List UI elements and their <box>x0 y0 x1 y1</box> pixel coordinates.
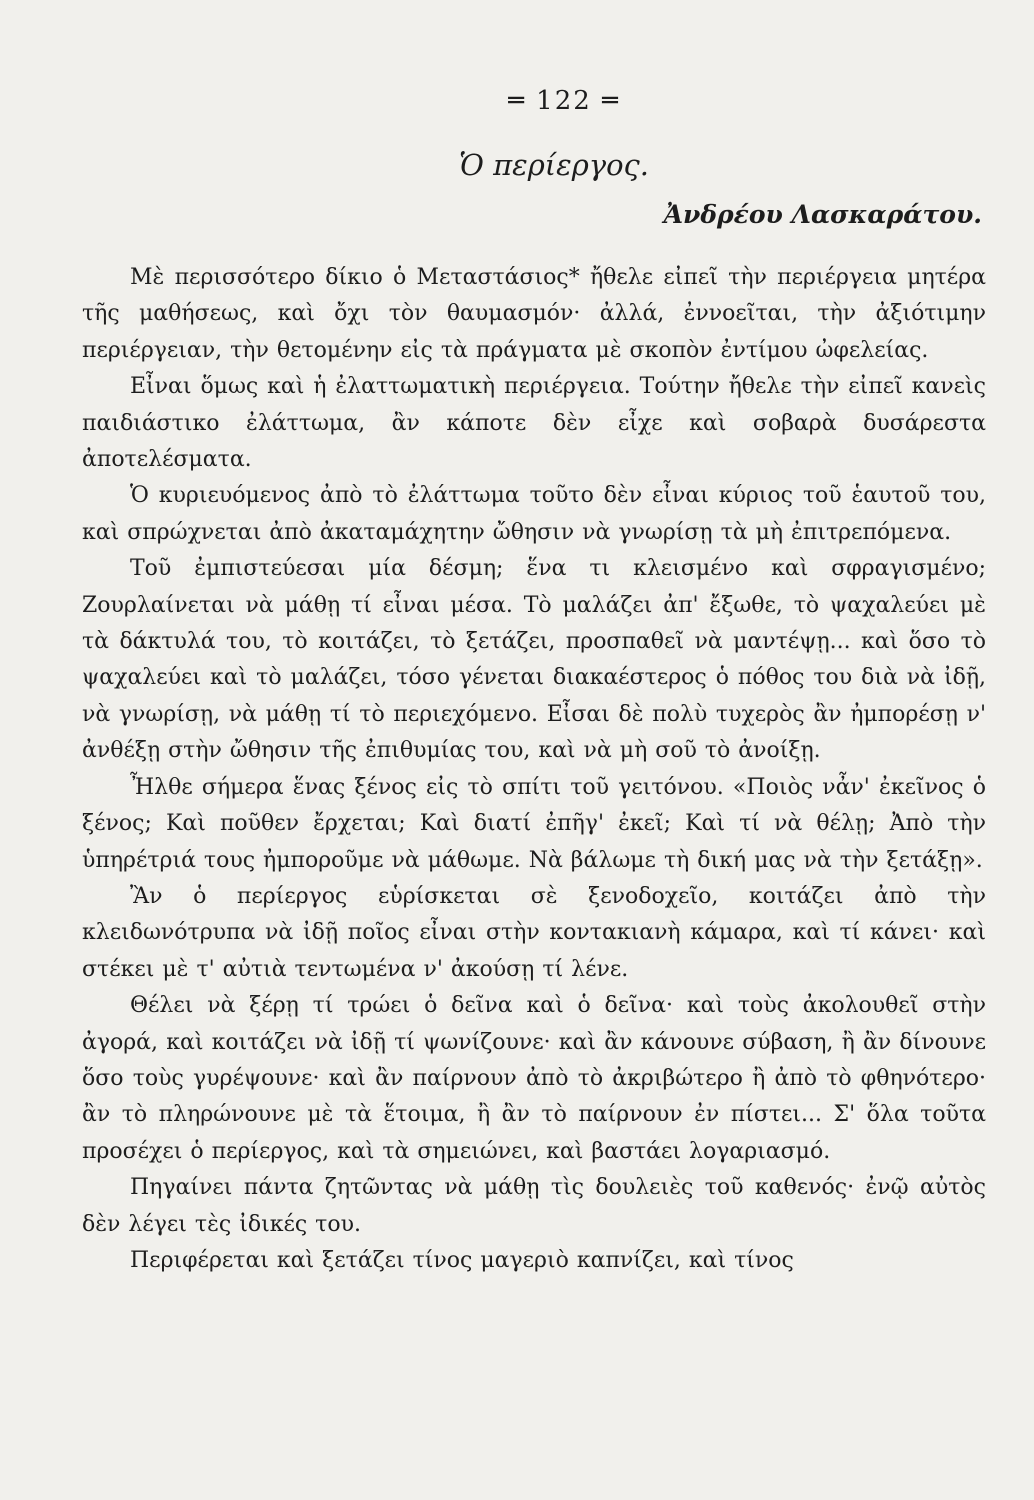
paragraph: Μὲ περισσότερο δίκιο ὁ Μεταστάσιος* ἤθελε εἰπεῖ τὴν περιέργεια μητέρα τῆς μαθήσεως, καὶ ὄχι τὸν θαυμασμόν· ἀλλά, ἐννοεῖται, τὴν ἀξιότιμην περιέργειαν, τὴν θετομένην εἰς τὰ πράγματα μὲ σκοπὸν ἐντίμου ὠφελείας. <box>82 265 986 363</box>
paragraph: Περιφέρεται καὶ ξετάζει τίνος μαγεριὸ καπνίζει, καὶ τίνος <box>130 1247 794 1273</box>
paragraph: Θέλει νὰ ξέρῃ τί τρώει ὁ δεῖνα καὶ ὁ δεῖνα· καὶ τοὺς ἀκολουθεῖ στὴν ἀγορά, καὶ κοιτάζει νὰ ἰδῇ τί ψωνίζουνε· καὶ ἂν κάνουνε σύβαση, ἢ ἂν δίνουνε ὅσο τοὺς γυρέψουνε· καὶ ἂν παίρνουν ἀπὸ τὸ ἀκριβώτερο ἢ ἀπὸ τὸ φθηνότερο· ἂν τὸ πληρώνουνε μὲ τὰ ἕτοιμα, ἢ ἂν τὸ παίρνουν ἐν πίστει... Σ' ὅλα τοῦτα προσέχει ὁ περίεργος, καὶ τὰ σημειώνει, καὶ βαστάει λογαριασμό. <box>82 993 986 1164</box>
paragraph: Ἦλθε σήμερα ἕνας ξένος εἰς τὸ σπίτι τοῦ γειτόνου. «Ποιὸς νἆν' ἐκεῖνος ὁ ξένος; Καὶ ποῦθεν ἔρχεται; Καὶ διατί ἐπῆγ' ἐκεῖ; Καὶ τί νὰ θέλῃ; Ἀπὸ τὴν ὑπηρέτριά τους ἠμποροῦμε νὰ μάθωμε. Νὰ βάλωμε τὴ δική μας νὰ τὴν ξετάξῃ». <box>82 774 986 873</box>
paragraph: Πηγαίνει πάντα ζητῶντας νὰ μάθῃ τὶς δουλειὲς τοῦ καθενός· ἐνῷ αὐτὸς δὲν λέγει τὲς ἰδικές του. <box>82 1175 986 1237</box>
paragraph: Ὁ κυριευόμενος ἀπὸ τὸ ἐλάττωμα τοῦτο δὲν εἶναι κύριος τοῦ ἑαυτοῦ του, καὶ σπρώχνεται ἀπὸ ἀκαταμάχητην ὤθησιν νὰ γνωρίσῃ τὰ μὴ ἐπιτρεπόμενα. <box>82 483 986 545</box>
paragraph: Εἶναι ὅμως καὶ ἡ ἐλαττωματικὴ περιέργεια. Τούτην ἤθελε τὴν εἰπεῖ κανεὶς παιδιάστικο ἐλάττωμα, ἂν κάποτε δὲν εἶχε καὶ σοβαρὰ δυσάρεστα ἀποτελέσματα. <box>82 374 986 473</box>
page-number-header: ═ 122 ═ <box>508 86 620 116</box>
article-body <box>82 260 986 1279</box>
paragraph: Ἂν ὁ περίεργος εὑρίσκεται σὲ ξενοδοχεῖο, κοιτάζει ἀπὸ τὴν κλειδωνότρυπα νὰ ἰδῇ ποῖος εἶναι στὴν κοντακιανὴ κάμαρα, καὶ τί κάνει· καὶ στέκει μὲ τ' αὐτιὰ τεντωμένα ν' ἀκούσῃ τί λένε. <box>82 883 986 982</box>
paragraph: Τοῦ ἐμπιστεύεσαι μία δέσμη; ἕνα τι κλεισμένο καὶ σφραγισμένο; Ζουρλαίνεται νὰ μάθῃ τί εἶναι μέσα. Τὸ μαλάζει ἀπ' ἔξωθε, τὸ ψαχαλεύει μὲ τὰ δάκτυλά του, τὸ κοιτάζει, τὸ ξετάζει, προσπαθεῖ νὰ μαντέψῃ... καὶ ὅσο τὸ ψαχαλεύει καὶ τὸ μαλάζει, τόσο γένεται διακαέστερος ὁ πόθος του διὰ νὰ ἰδῇ, νὰ γνωρίσῃ, νὰ μάθῃ τί τὸ περιεχόμενο. Εἶσαι δὲ πολὺ τυχερὸς ἂν ἠμπορέσῃ ν' ἀνθέξῃ στὴν ὤθησιν τῆς ἐπιθυμίας του, καὶ νὰ μὴ σοῦ τὸ ἀνοίξῃ. <box>82 556 986 764</box>
article-title: Ὁ περίεργος. <box>458 148 650 182</box>
article-author: Ἀνδρέου Λασκαράτου. <box>663 200 982 229</box>
